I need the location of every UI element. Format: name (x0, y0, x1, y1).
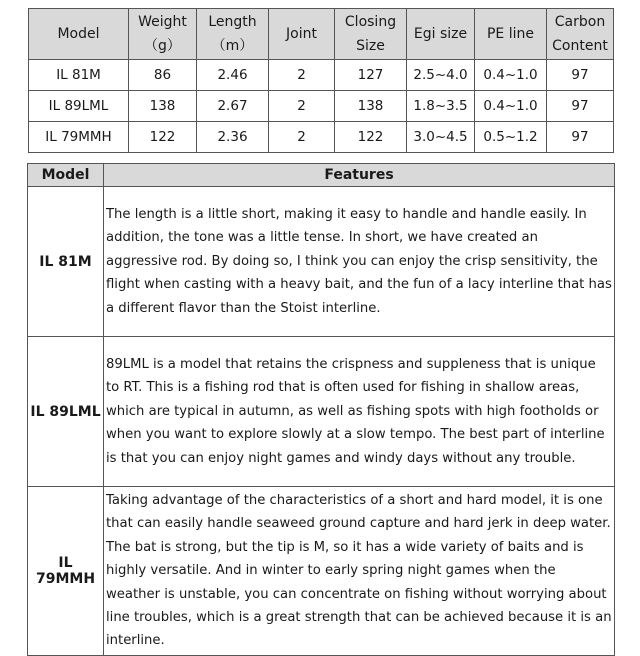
spec-cell-pe-line: 0.4~1.0 (475, 60, 547, 91)
spec-cell-length: 2.46 (197, 60, 269, 91)
features-model-name: IL 89LML (28, 337, 104, 487)
spec-cell-model: IL 79MMH (29, 122, 129, 153)
spec-cell-closing-size: 138 (335, 91, 407, 122)
features-description: The length is a little short, making it easy to handle and handle easily. In addition, the tone was a little tense. In short, we have created an aggressive rod. By doing so, I think you can enjoy the crisp sensitivity, the flight when casting with a heavy bait, and the fun of a lacy interline that has a different flavor than the Stoist interline. (104, 187, 615, 337)
features-description: Taking advantage of the characteristics of a short and hard model, it is one that can easily handle seaweed ground capture and hard jerk in deep water. The bat is strong, but the tip is M, so it has a wide variety of baits and is highly versatile. And in winter to early spring night games when the weather is unstable, you can concentrate on fishing without worrying about line troubles, which is a great strength that can be achieved because it is an interline. (104, 487, 615, 656)
features-header-model: Model (28, 164, 104, 187)
spec-header-weight (129, 9, 197, 60)
spec-cell-length: 2.67 (197, 91, 269, 122)
spec-cell-weight: 122 (129, 122, 197, 153)
features-header-row (28, 164, 615, 187)
spec-header-carbon-content (547, 9, 614, 60)
spec-header-text: Closing (344, 14, 397, 30)
spec-cell-length: 2.36 (197, 122, 269, 153)
spec-header-text: Weight (138, 14, 187, 30)
spec-cell-carbon: 97 (547, 60, 614, 91)
spec-cell-closing-size: 122 (335, 122, 407, 153)
spec-header-text: Joint (286, 26, 317, 42)
spec-header-joint (269, 9, 335, 60)
features-header-features: Features (104, 164, 615, 187)
table-row (28, 337, 615, 487)
spec-cell-egi-size: 1.8~3.5 (407, 91, 475, 122)
spec-header-unit: （m） (211, 38, 254, 54)
spec-cell-closing-size: 127 (335, 60, 407, 91)
spec-cell-model: IL 89LML (29, 91, 129, 122)
spec-cell-model: IL 81M (29, 60, 129, 91)
spec-table (28, 8, 614, 153)
spec-cell-carbon: 97 (547, 122, 614, 153)
spec-header-text: Size (356, 38, 385, 54)
table-row (29, 122, 614, 153)
spec-header-egi-size (407, 9, 475, 60)
spec-cell-pe-line: 0.4~1.0 (475, 91, 547, 122)
spec-header-text: Carbon (554, 14, 606, 30)
spec-cell-egi-size: 3.0~4.5 (407, 122, 475, 153)
spec-cell-weight: 138 (129, 91, 197, 122)
table-row (28, 487, 615, 656)
spec-cell-joint: 2 (269, 122, 335, 153)
spec-cell-pe-line: 0.5~1.2 (475, 122, 547, 153)
features-table (27, 163, 615, 656)
spec-cell-joint: 2 (269, 91, 335, 122)
spec-header-model (29, 9, 129, 60)
spec-cell-joint: 2 (269, 60, 335, 91)
spec-header-text: PE line (486, 26, 534, 42)
spec-header-unit: （g） (144, 38, 181, 54)
features-description: 89LML is a model that retains the crispness and suppleness that is unique to RT. This is a fishing rod that is often used for fishing in shallow areas, which are typical in autumn, as well as fishing spots with high footholds or when you want to explore slowly at a slow tempo. The best part of interline is that you can enjoy night games and windy days without any trouble. (104, 337, 615, 487)
spec-header-text: Model (57, 26, 100, 42)
features-model-name: IL 79MMH (28, 487, 104, 656)
spec-header-text: Length (208, 14, 257, 30)
spec-cell-weight: 86 (129, 60, 197, 91)
spec-header-text: Content (552, 38, 608, 54)
spec-header-text: Egi size (413, 26, 468, 42)
spec-cell-carbon: 97 (547, 91, 614, 122)
spec-header-row (29, 9, 614, 60)
table-row (28, 187, 615, 337)
spec-header-length (197, 9, 269, 60)
table-row (29, 60, 614, 91)
spec-cell-egi-size: 2.5~4.0 (407, 60, 475, 91)
table-row (29, 91, 614, 122)
spec-header-pe-line (475, 9, 547, 60)
spec-header-closing-size (335, 9, 407, 60)
features-model-name: IL 81M (28, 187, 104, 337)
